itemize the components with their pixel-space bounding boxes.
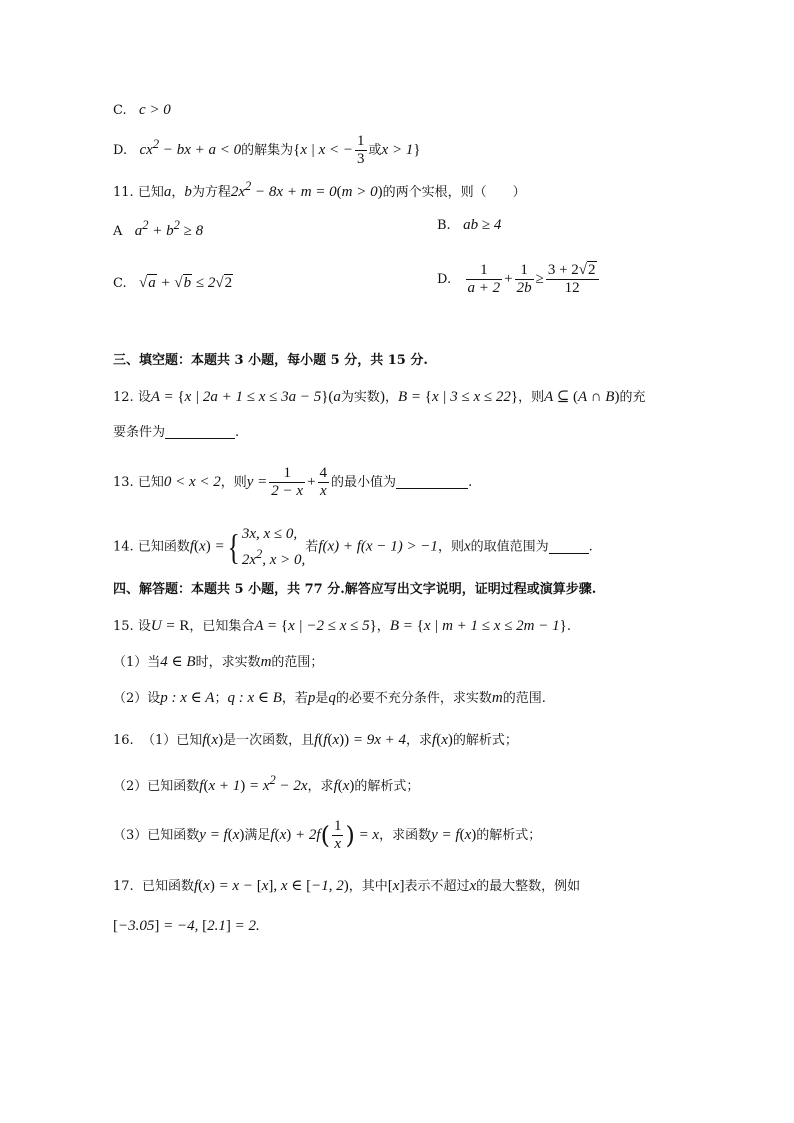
q16-part2: （2）已知函数$f(x + 1) = x^2 - 2x$，求f(x)的解析式； [113,773,420,794]
math-expr: f(x) + f(x − 1) > −1 [318,538,438,555]
section-4-title: 四、解答题：本题共 5 小题，共 77 分.解答应写出文字说明，证明过程或演算步骤. [113,582,597,597]
q12-stem: 12. 设A = {x | 2a + 1 ≤ x ≤ 3a − 5}(a为实数)，B = {x | 3 ≤ x ≤ 22}，则A ⊆ (A ∩ B)的充 [113,389,646,405]
q13-stem: 13. 已知0 < x < 2，则y = $\frac{1}{2 - x}$ + $\frac{4}{x}$ 的最小值为 . [113,465,473,499]
q16-part1: 16. （1）已知f(x)是一次函数，且f(f(x)) = 9x + 4，求f(x)的解析式； [113,732,518,748]
math-expr: $a^2 + b^2 \ge 8$ [134,218,204,239]
q17-stem: 17. 已知函数f(x) = x − [x], x ∈ [−1, 2)，其中[x]表示不超过x的最大整数，例如 [113,878,581,894]
fraction: $\frac{1}{3}$ [357,133,365,167]
math-expr: A = {x | −2 ≤ x ≤ 5} [254,618,377,634]
math-expr: B = {x | 3 ≤ x ≤ 22} [397,389,519,405]
piecewise-cases: 3x, x ≤ 0, $2x^2$, x > 0, [241,526,306,568]
math-expr: ab ≥ 4 [463,217,502,233]
math-expr: $cx^2$ − bx + a < 0 [139,137,242,158]
math-expr: f(x) + 2f [270,827,321,843]
math-expr: x > 1} [381,142,421,158]
answer-blank[interactable] [396,488,468,489]
math-expr: A = {x | 2a + 1 ≤ x ≤ 3a − 5}(a [150,389,341,405]
fraction: $\frac{3 + 2√2}{12}$ [546,262,599,297]
q12-stem-cont: 要条件为 . [113,425,240,440]
math-expr: f(x) = x − [x], x ∈ [−1, 2) [193,878,349,894]
q10-option-d: D. $cx^2$ − bx + a < 0的解集为{x | x < − $\frac{1}{3}$ 或x > 1} [113,133,421,167]
q11-option-d: D. $\frac{1}{a + 2}$ + $\frac{1}{2b}$ ≥ $\frac{3 + 2√2}{12}$ [437,262,601,297]
math-expr: B = {x | m + 1 ≤ x ≤ 2m − 1} [389,618,567,634]
math-expr: $f(x + 1) = x^2 - 2x$ [199,773,308,794]
q11-option-c: C. √a + √b ≤ 2√2 [113,275,233,291]
answer-blank[interactable] [549,553,589,554]
fraction: $\frac{1}{a + 2}$ [467,262,501,296]
math-expr: c > 0 [139,102,171,118]
q15-part1: （1）当4 ∈ B时，求实数m的范围； [113,654,324,670]
q14-stem: 14. 已知函数f(x) ={ 3x, x ≤ 0, $2x^2$, x > 0, 若f(x) + f(x − 1) > −1，则x的取值范围为 . [113,526,593,568]
math-expr: f(x) = [189,538,225,555]
fraction: $\frac{1}{x}$ [333,818,342,852]
q15-part2: （2）设p : x ∈ A；q : x ∈ B，若p是q的必要不充分条件，求实数m的范围. [113,690,546,706]
q11-stem: 11. 已知a，b为方程$2x^2 - 8x + m = 0(m > 0)$的两个实根，则（ ） [113,179,526,200]
q17-stem-cont [113,915,754,938]
math-expr: f(f(x)) = 9x + 4 [314,732,407,748]
math-expr: √a + √b ≤ 2√2 [139,275,233,291]
math-expr: A ⊆ (A ∩ B) [544,389,620,405]
q11-options-ab: A $a^2 + b^2 \ge 8$ B. ab ≥ 4 [113,217,502,239]
fraction: $\frac{1}{2b}$ [516,262,532,296]
q16-part3: （3）已知函数y = f(x)满足f(x) + 2f( $\frac{1}{x}$ ) = x，求函数y = f(x)的解析式； [113,818,542,852]
q15-stem: 15. 设U = R，已知集合A = {x | −2 ≤ x ≤ 5}，B = {x | m + 1 ≤ x ≤ 2m − 1}. [113,618,571,634]
fraction: $\frac{1}{2 - x}$ [271,465,304,499]
math-expr: $2x^2 - 8x + m = 0(m > 0)$ [230,179,383,200]
fraction: $\frac{4}{x}$ [319,465,328,499]
math-expr: {x | x < − [293,142,354,158]
answer-blank[interactable] [165,438,235,439]
math-expr: [−3.05] = −4, [2.1] = 2. [113,918,260,934]
q10-option-c: C. c > 0 [113,102,171,118]
math-expr: 0 < x < 2 [163,474,221,490]
section-3-title: 三、填空题：本题共 3 小题，每小题 5 分，共 15 分. [113,353,428,368]
